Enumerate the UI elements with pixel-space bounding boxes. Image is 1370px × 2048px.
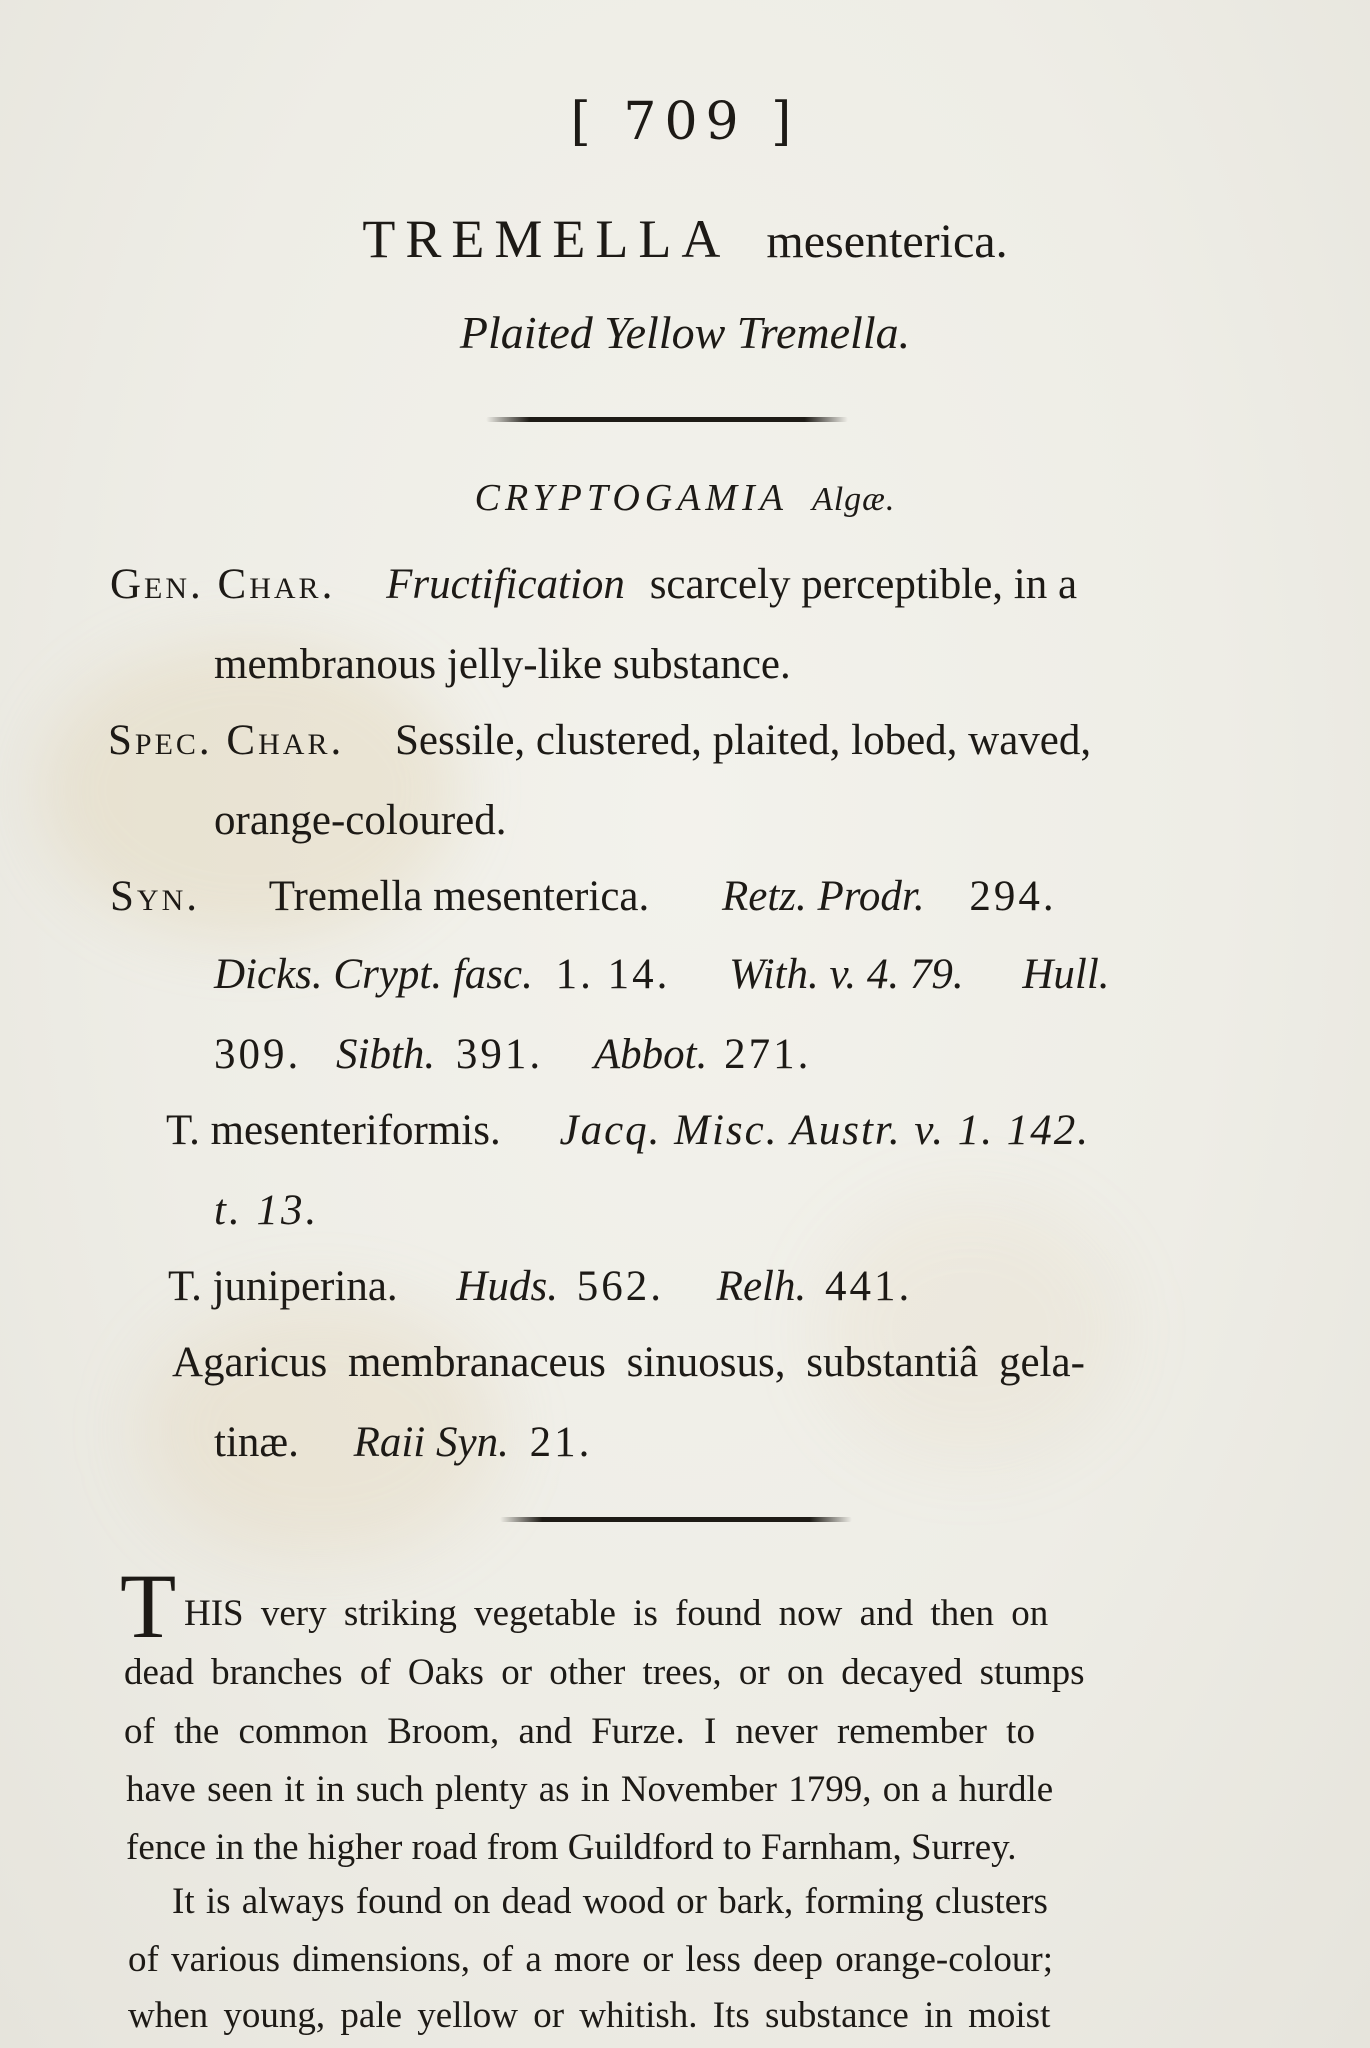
gen-char-line-2: membranous jelly-like substance. <box>214 641 791 688</box>
gen-char-text: scarcely perceptible, in a <box>649 561 1078 608</box>
description-line: of the common Broom, and Furze. I never remember to <box>124 1711 1035 1752</box>
syn-ref: Raii Syn. <box>353 1419 509 1466</box>
syn-ref: With. v. 4. 79. <box>729 951 964 998</box>
syn-line-7: Agaricus membranaceus sinuosus, substantiâ gela- <box>172 1339 1085 1386</box>
syn-line-8 <box>214 1418 592 1467</box>
description-line: of various dimensions, of a more or less deep orange-colour; <box>128 1939 1054 1980</box>
syn-name: T. mesenteriformis. <box>166 1107 501 1154</box>
description-line: fence in the higher road from Guildford to Farnham, Surrey. <box>126 1827 1017 1868</box>
syn-ref-num: 1. 14. <box>555 951 671 998</box>
syn-ref-num: 441. <box>825 1263 913 1310</box>
syn-ref-num: 271. <box>724 1031 812 1078</box>
syn-ref-num: 562. <box>576 1263 664 1310</box>
description-line: dead branches of Oaks or other trees, or on decayed stumps <box>124 1652 1085 1693</box>
drop-cap: T <box>120 1555 177 1657</box>
spec-char-line-2: orange-coloured. <box>214 797 507 844</box>
stain <box>820 1200 1120 1460</box>
syn-name: tinæ. <box>214 1419 299 1466</box>
syn-ref: Relh. <box>716 1263 807 1310</box>
syn-ref-num: 294. <box>969 873 1057 920</box>
syn-ref-num: 391. <box>455 1031 544 1078</box>
gen-char-label: Gen. Char. <box>110 561 336 608</box>
spec-char-label: Spec. Char. <box>108 717 345 764</box>
order-name: Algæ. <box>811 481 896 518</box>
description-line: when young, pale yellow or whitish. Its substance in moist <box>128 1995 1051 2036</box>
syn-line-3 <box>214 1030 811 1079</box>
species-name: mesenterica. <box>766 215 1008 268</box>
genus-name: TREMELLA <box>362 209 731 269</box>
syn-line-4 <box>166 1106 1090 1155</box>
spec-char-line-1 <box>108 716 1091 765</box>
page-number: [ 709 ] <box>570 92 800 152</box>
syn-ref: Dicks. Crypt. fasc. <box>214 951 533 998</box>
common-name: Plaited Yellow Tremella. <box>459 307 911 358</box>
description-line: have seen it in such plenty as in November 1799, on a hurdle <box>126 1769 1054 1810</box>
syn-line-1 <box>110 872 1057 921</box>
syn-ref: Hull. <box>1022 951 1110 998</box>
gen-char-term: Fructification <box>386 561 625 608</box>
syn-ref: Jacq. Misc. Austr. v. 1. 142. <box>559 1107 1091 1154</box>
gen-char-line-1 <box>110 560 1077 609</box>
syn-line-2 <box>214 950 1110 999</box>
spec-char-text: Sessile, clustered, plaited, lobed, waved, <box>394 717 1092 764</box>
syn-ref-num: 21. <box>529 1419 593 1466</box>
page-title <box>0 208 1370 270</box>
syn-name: T. juniperina. <box>168 1263 398 1310</box>
syn-line-5: t. 13. <box>214 1187 320 1234</box>
syn-label: Syn. <box>110 873 200 920</box>
syn-name: Tremella mesenterica. <box>268 873 650 920</box>
syn-ref: Retz. Prodr. <box>722 873 925 920</box>
divider <box>486 417 848 422</box>
classification <box>0 476 1370 520</box>
syn-ref: Huds. <box>456 1263 558 1310</box>
description-line: HIS very striking vegetable is found now and then on <box>184 1593 1049 1634</box>
divider <box>500 1517 852 1522</box>
syn-line-6 <box>168 1262 912 1311</box>
syn-ref: Abbot. <box>593 1031 708 1078</box>
class-name: CRYPTOGAMIA <box>474 477 788 519</box>
syn-ref: Sibth. <box>336 1031 436 1078</box>
syn-ref-num: 309. <box>214 1031 302 1078</box>
description-line: It is always found on dead wood or bark, forming clusters <box>172 1881 1048 1922</box>
